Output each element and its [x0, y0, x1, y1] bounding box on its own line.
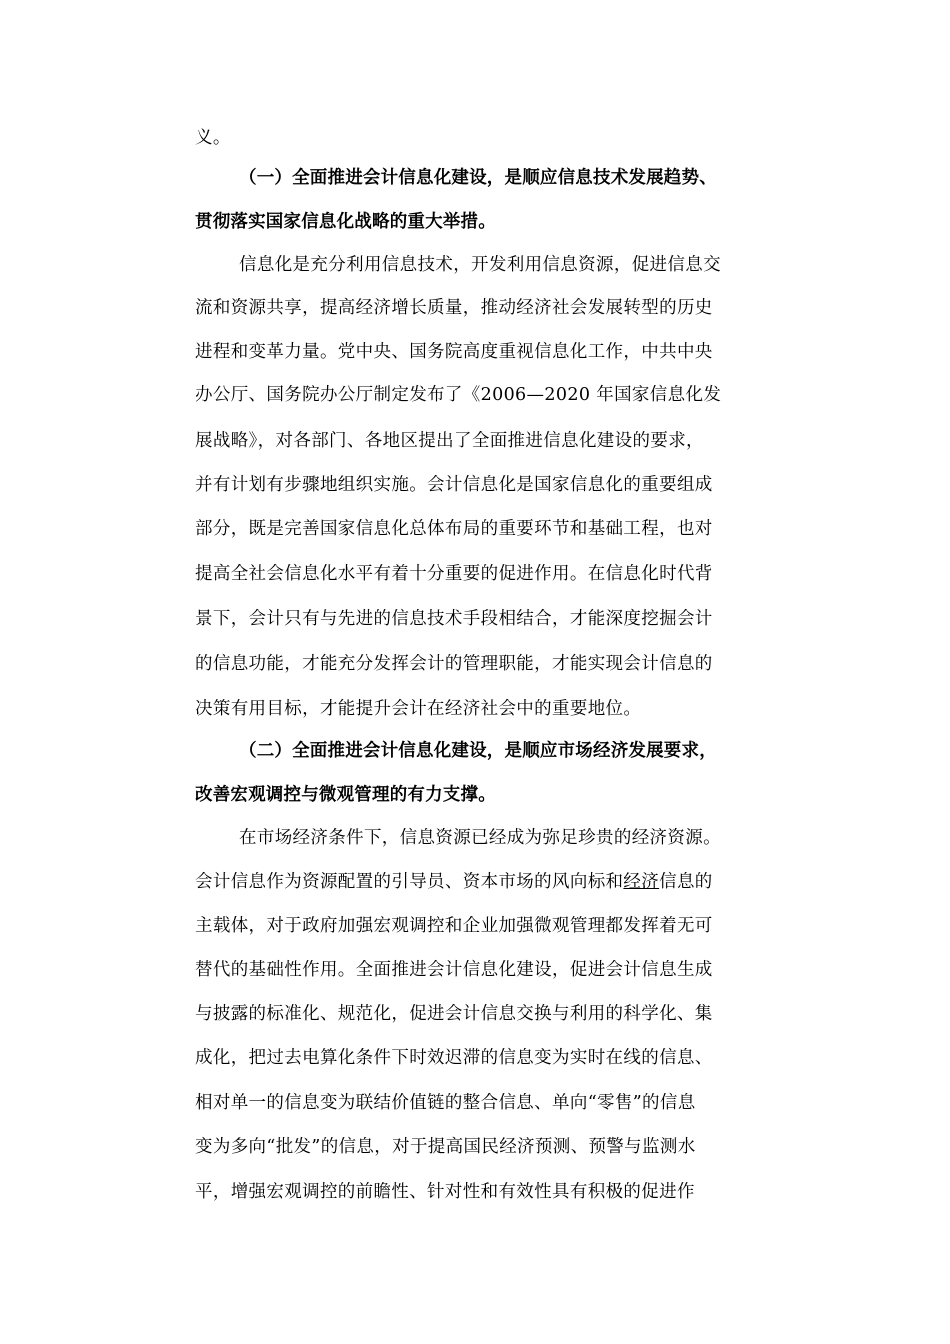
paragraph-line: 进程和变革力量。党中央、国务院高度重视信息化工作，中共中央: [195, 342, 713, 362]
paragraph-line: 的信息功能，才能充分发挥会计的管理职能，才能实现会计信息的: [195, 654, 713, 674]
paragraph-line: 提高全社会信息化水平有着十分重要的促进作用。在信息化时代背: [195, 564, 713, 584]
section-heading-line: （二）全面推进会计信息化建设，是顺应市场经济发展要求，: [239, 741, 717, 761]
paragraph-line: 相对单一的信息变为联结价值链的整合信息、单向“零售”的信息: [195, 1093, 696, 1113]
text-line: 义。: [195, 128, 231, 148]
section-heading-line: （一）全面推进会计信息化建设，是顺应信息技术发展趋势、: [239, 168, 717, 188]
paragraph-line: 变为多向“批发”的信息，对于提高国民经济预测、预警与监测水: [195, 1137, 696, 1157]
text-run: 会计信息作为资源配置的引导员、资本市场的风向标和: [195, 872, 624, 892]
paragraph-line: 与披露的标准化、规范化，促进会计信息交换与利用的科学化、集: [195, 1004, 713, 1024]
paragraph-line: 流和资源共享，提高经济增长质量，推动经济社会发展转型的历史: [195, 298, 713, 318]
paragraph-line: 展战略》，对各部门、各地区提出了全面推进信息化建设的要求，: [195, 431, 704, 451]
paragraph-line: 在市场经济条件下，信息资源已经成为弥足珍贵的经济资源。: [239, 828, 721, 848]
paragraph-line: 信息化是充分利用信息技术，开发利用信息资源，促进信息交: [239, 255, 721, 275]
text-run: 信息的: [659, 872, 713, 892]
paragraph-line: 替代的基础性作用。全面推进会计信息化建设，促进会计信息生成: [195, 960, 713, 980]
paragraph-line: 成化，把过去电算化条件下时效迟滞的信息变为实时在线的信息、: [195, 1048, 713, 1068]
paragraph-line: [195, 871, 760, 893]
underlined-word: 经济: [623, 872, 660, 892]
paragraph-line: 景下，会计只有与先进的信息技术手段相结合，才能深度挖掘会计: [195, 609, 713, 629]
paragraph-line: 并有计划有步骤地组织实施。会计信息化是国家信息化的重要组成: [195, 475, 713, 495]
section-heading-line: 改善宏观调控与微观管理的有力支撑。: [195, 785, 496, 805]
paragraph-line: 平，增强宏观调控的前瞻性、针对性和有效性具有积极的促进作: [195, 1182, 695, 1202]
paragraph-line: 部分，既是完善国家信息化总体布局的重要环节和基础工程，也对: [195, 519, 713, 539]
section-heading-line: 贯彻落实国家信息化战略的重大举措。: [195, 212, 496, 232]
paragraph-line: 主载体，对于政府加强宏观调控和企业加强微观管理都发挥着无可: [195, 916, 713, 936]
paragraph-line: 决策有用目标，才能提升会计在经济社会中的重要地位。: [195, 699, 642, 719]
paragraph-line: 办公厅、国务院办公厅制定发布了《2006—2020 年国家信息化发: [195, 385, 722, 405]
